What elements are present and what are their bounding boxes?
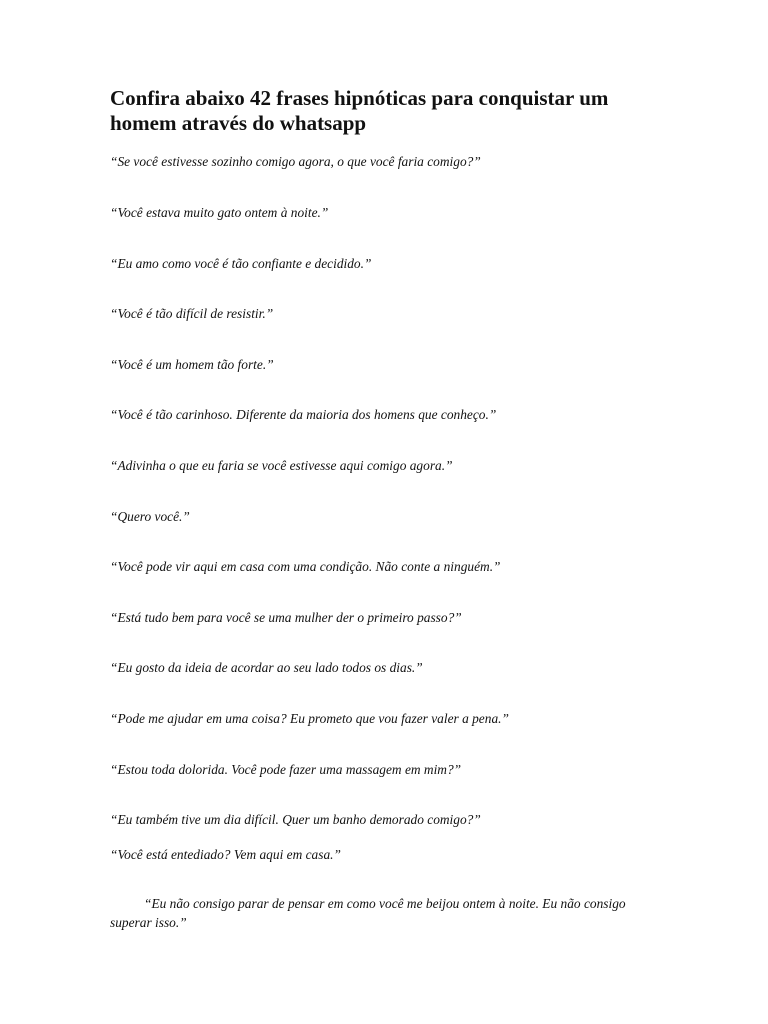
- quote-4: “Você é tão difícil de resistir.”: [110, 306, 274, 321]
- quote-16: “Eu não consigo parar de pensar em como você me beijou ontem à noite. Eu não consigo superar isso.”: [110, 896, 626, 930]
- document-page: [110, 86, 670, 136]
- quote-6: “Você é tão carinhoso. Diferente da maioria dos homens que conheço.”: [110, 407, 497, 422]
- quote-14: “Eu também tive um dia difícil. Quer um banho demorado comigo?”: [110, 812, 481, 827]
- quote-15: “Você está entediado? Vem aqui em casa.”: [110, 847, 341, 862]
- quote-10: “Está tudo bem para você se uma mulher der o primeiro passo?”: [110, 610, 462, 625]
- quote-11: “Eu gosto da ideia de acordar ao seu lado todos os dias.”: [110, 660, 423, 675]
- quote-7: “Adivinha o que eu faria se você estivesse aqui comigo agora.”: [110, 458, 453, 473]
- document-title: Confira abaixo 42 frases hipnóticas para conquistar um homem através do whatsapp: [110, 86, 609, 135]
- quote-12: “Pode me ajudar em uma coisa? Eu prometo que vou fazer valer a pena.”: [110, 711, 509, 726]
- quote-2: “Você estava muito gato ontem à noite.”: [110, 205, 329, 220]
- quote-13: “Estou toda dolorida. Você pode fazer uma massagem em mim?”: [110, 762, 462, 777]
- quote-1: “Se você estivesse sozinho comigo agora, o que você faria comigo?”: [110, 154, 481, 169]
- quote-5: “Você é um homem tão forte.”: [110, 357, 274, 372]
- quote-8: “Quero você.”: [110, 509, 190, 524]
- quote-3: “Eu amo como você é tão confiante e decidido.”: [110, 256, 372, 271]
- quote-9: “Você pode vir aqui em casa com uma condição. Não conte a ninguém.”: [110, 559, 501, 574]
